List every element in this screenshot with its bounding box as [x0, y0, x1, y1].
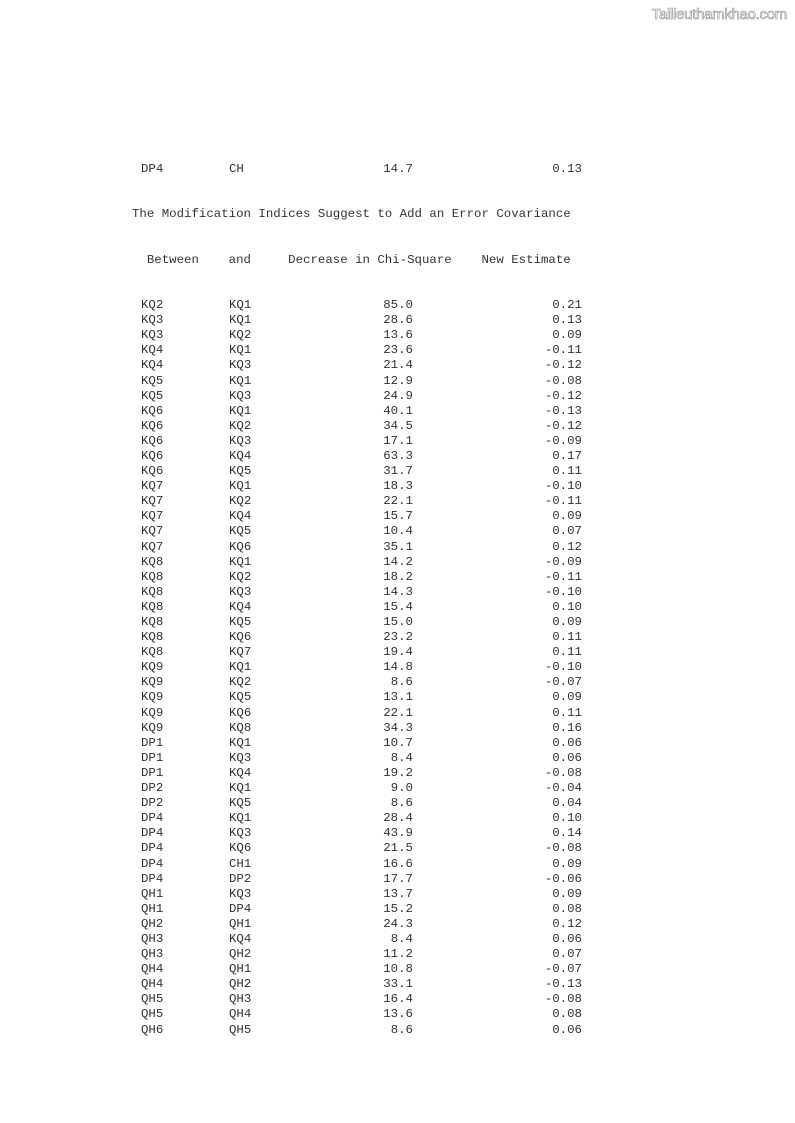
- and-cell: DP2: [229, 871, 252, 886]
- estimate-cell: -0.08: [544, 841, 582, 856]
- decrease-cell: 24.3: [383, 916, 413, 931]
- estimate-cell: -0.11: [544, 343, 582, 358]
- table-row: [132, 706, 582, 721]
- table-row: [132, 902, 582, 917]
- decrease-cell: 13.1: [383, 690, 413, 705]
- between-cell: KQ8: [141, 584, 164, 599]
- estimate-cell: 0.08: [552, 901, 582, 916]
- modification-indices-listing: [132, 132, 582, 1053]
- table-row: [132, 781, 582, 796]
- decrease-cell: 8.6: [390, 1022, 413, 1037]
- decrease-cell: 22.1: [383, 494, 413, 509]
- table-row: [132, 690, 582, 705]
- between-cell: QH3: [141, 931, 164, 946]
- and-cell: KQ1: [229, 343, 252, 358]
- decrease-cell: 15.4: [383, 599, 413, 614]
- between-cell: KQ7: [141, 494, 164, 509]
- decrease-cell: 18.3: [383, 479, 413, 494]
- table-row: [132, 1023, 582, 1038]
- decrease-cell: 35.1: [383, 539, 413, 554]
- and-cell: KQ2: [229, 328, 252, 343]
- and-cell: KQ3: [229, 826, 252, 841]
- decrease-cell: 13.6: [383, 328, 413, 343]
- estimate-cell: -0.10: [544, 660, 582, 675]
- estimate-cell: -0.10: [544, 584, 582, 599]
- decrease-cell: 19.4: [383, 645, 413, 660]
- estimate-cell: 0.09: [552, 328, 582, 343]
- decrease-cell: 21.4: [383, 358, 413, 373]
- and-cell: KQ1: [229, 479, 252, 494]
- estimate-cell: -0.07: [544, 962, 582, 977]
- and-cell: KQ2: [229, 494, 252, 509]
- between-cell: KQ5: [141, 373, 164, 388]
- between-cell: KQ3: [141, 328, 164, 343]
- decrease-cell: 8.4: [390, 931, 413, 946]
- estimate-cell: 0.12: [552, 916, 582, 931]
- table-row: [132, 464, 582, 479]
- decrease-cell: 23.2: [383, 630, 413, 645]
- between-cell: DP4: [141, 856, 164, 871]
- decrease-cell: 85.0: [383, 298, 413, 313]
- decrease-cell: 10.8: [383, 962, 413, 977]
- table-row: [132, 404, 582, 419]
- estimate-cell: -0.09: [544, 433, 582, 448]
- table-row: [132, 313, 582, 328]
- between-cell: DP1: [141, 750, 164, 765]
- estimate-cell: 0.11: [552, 630, 582, 645]
- decrease-cell: 14.3: [383, 584, 413, 599]
- between-cell: DP4: [141, 871, 164, 886]
- table-row: [132, 796, 582, 811]
- between-cell: KQ9: [141, 720, 164, 735]
- estimate-cell: 0.12: [552, 539, 582, 554]
- table-row: [132, 751, 582, 766]
- table-row: [132, 343, 582, 358]
- table-row: [132, 857, 582, 872]
- between-cell: QH4: [141, 962, 164, 977]
- table-row: [132, 660, 582, 675]
- decrease-cell: 40.1: [383, 403, 413, 418]
- decrease-cell: 18.2: [383, 569, 413, 584]
- column-header: Between and Decrease in Chi-Square New Estimate: [132, 252, 571, 267]
- between-cell: KQ3: [141, 313, 164, 328]
- estimate-cell: -0.12: [544, 358, 582, 373]
- decrease-cell: 22.1: [383, 705, 413, 720]
- table-row: [132, 992, 582, 1007]
- between-cell: KQ7: [141, 479, 164, 494]
- table-row: [132, 374, 582, 389]
- and-cell: KQ1: [229, 373, 252, 388]
- estimate-cell: 0.10: [552, 811, 582, 826]
- and-cell: QH2: [229, 977, 252, 992]
- table-row: [132, 524, 582, 539]
- and-cell: KQ6: [229, 539, 252, 554]
- table-row: [132, 977, 582, 992]
- estimate-cell: 0.21: [552, 298, 582, 313]
- and-cell: QH1: [229, 916, 252, 931]
- and-cell: KQ1: [229, 554, 252, 569]
- table-row: [132, 645, 582, 660]
- estimate-cell: -0.07: [544, 675, 582, 690]
- estimate-cell: -0.12: [544, 418, 582, 433]
- table-row: [132, 675, 582, 690]
- estimate-cell: 0.07: [552, 524, 582, 539]
- and-cell: KQ3: [229, 750, 252, 765]
- decrease-cell: 14.2: [383, 554, 413, 569]
- table-row: [132, 826, 582, 841]
- between-cell: QH1: [141, 886, 164, 901]
- decrease-cell: 8.4: [390, 750, 413, 765]
- between-cell: KQ8: [141, 569, 164, 584]
- estimate-cell: -0.13: [544, 403, 582, 418]
- decrease-cell: 13.6: [383, 1007, 413, 1022]
- estimate-cell: -0.12: [544, 388, 582, 403]
- decrease-cell: 8.6: [390, 796, 413, 811]
- and-cell: KQ3: [229, 886, 252, 901]
- estimate-cell: -0.04: [544, 781, 582, 796]
- between-cell: KQ6: [141, 464, 164, 479]
- estimate-cell: 0.14: [552, 826, 582, 841]
- table-row: [132, 736, 582, 751]
- between-cell: KQ4: [141, 358, 164, 373]
- and-cell: KQ2: [229, 569, 252, 584]
- between-cell: DP2: [141, 796, 164, 811]
- table-row: [132, 1007, 582, 1022]
- estimate-cell: 0.08: [552, 1007, 582, 1022]
- estimate-cell: -0.11: [544, 494, 582, 509]
- between-cell: QH1: [141, 901, 164, 916]
- and-cell: KQ4: [229, 599, 252, 614]
- estimate-cell: 0.11: [552, 645, 582, 660]
- and-cell: KQ1: [229, 298, 252, 313]
- table-row: [132, 615, 582, 630]
- estimate-cell: 0.07: [552, 947, 582, 962]
- table-row: [132, 570, 582, 585]
- and-cell: CH1: [229, 856, 252, 871]
- between-cell: KQ8: [141, 645, 164, 660]
- and-cell: QH5: [229, 1022, 252, 1037]
- table-row: [132, 298, 582, 313]
- between-cell: KQ6: [141, 403, 164, 418]
- table-row: [132, 917, 582, 932]
- table-row: [132, 630, 582, 645]
- and-cell: KQ5: [229, 796, 252, 811]
- section-title: The Modification Indices Suggest to Add an Error Covariance: [132, 207, 571, 222]
- between-cell: KQ5: [141, 388, 164, 403]
- between-cell: KQ8: [141, 554, 164, 569]
- and-cell: DP4: [229, 901, 252, 916]
- and-cell: KQ7: [229, 645, 252, 660]
- and-cell: KQ1: [229, 403, 252, 418]
- and-cell: KQ5: [229, 524, 252, 539]
- table-row: [132, 600, 582, 615]
- between-cell: KQ4: [141, 343, 164, 358]
- decrease-cell: 15.0: [383, 615, 413, 629]
- estimate-cell: 0.13: [552, 313, 582, 328]
- and-cell: KQ1: [229, 660, 252, 675]
- decrease-cell: 34.3: [383, 720, 413, 735]
- and-cell: KQ4: [229, 448, 252, 463]
- decrease-cell: 17.1: [383, 433, 413, 448]
- between-cell: QH4: [141, 977, 164, 992]
- decrease-cell: 43.9: [383, 826, 413, 841]
- and-cell: KQ3: [229, 433, 252, 448]
- estimate-cell: 0.06: [552, 1022, 582, 1037]
- table-row: [132, 494, 582, 509]
- decrease-cell: 19.2: [383, 765, 413, 780]
- table-row: [132, 932, 582, 947]
- between-cell: QH3: [141, 947, 164, 962]
- and-cell: KQ6: [229, 841, 252, 856]
- and-cell: KQ3: [229, 584, 252, 599]
- between-cell: DP4: [141, 826, 164, 841]
- estimate-cell: 0.06: [552, 931, 582, 946]
- table-row: [132, 887, 582, 902]
- table-row: [132, 811, 582, 826]
- estimate-cell: -0.06: [544, 871, 582, 886]
- between-cell: DP2: [141, 781, 164, 796]
- between-cell: KQ9: [141, 660, 164, 675]
- and-cell: KQ1: [229, 811, 252, 826]
- table-row: [132, 449, 582, 464]
- estimate-cell: -0.08: [544, 765, 582, 780]
- estimate-cell: 0.11: [552, 464, 582, 479]
- estimate-cell: 0.16: [552, 720, 582, 735]
- and-cell: KQ2: [229, 418, 252, 433]
- estimate-cell: -0.11: [544, 569, 582, 584]
- decrease-cell: 63.3: [383, 448, 413, 463]
- decrease-cell: 33.1: [383, 977, 413, 992]
- estimate-cell: 0.09: [552, 690, 582, 705]
- table-row: [132, 585, 582, 600]
- between-cell: KQ9: [141, 690, 164, 705]
- decrease-cell: 14.7: [383, 162, 413, 177]
- between-cell: DP4: [141, 811, 164, 826]
- between-cell: KQ8: [141, 630, 164, 645]
- table-body: [132, 298, 582, 1038]
- estimate-cell: -0.10: [544, 479, 582, 494]
- decrease-cell: 16.6: [383, 856, 413, 871]
- and-cell: KQ4: [229, 765, 252, 780]
- watermark-text: Tailieuthamkhao.com: [651, 6, 787, 23]
- estimate-cell: 0.13: [552, 162, 582, 177]
- table-row: [132, 555, 582, 570]
- between-cell: QH2: [141, 916, 164, 931]
- and-cell: KQ3: [229, 388, 252, 403]
- decrease-cell: 11.2: [383, 947, 413, 962]
- between-cell: KQ8: [141, 599, 164, 614]
- estimate-cell: 0.06: [552, 735, 582, 750]
- decrease-cell: 12.9: [383, 373, 413, 388]
- decrease-cell: 14.8: [383, 660, 413, 675]
- and-cell: KQ4: [229, 931, 252, 946]
- decrease-cell: 23.6: [383, 343, 413, 358]
- estimate-cell: 0.10: [552, 599, 582, 614]
- between-cell: KQ6: [141, 433, 164, 448]
- and-cell: CH: [229, 162, 244, 177]
- table-row: [132, 162, 582, 177]
- estimate-cell: -0.09: [544, 554, 582, 569]
- table-row: [132, 540, 582, 555]
- table-row: [132, 947, 582, 962]
- and-cell: KQ5: [229, 464, 252, 479]
- table-row: [132, 841, 582, 856]
- and-cell: KQ1: [229, 313, 252, 328]
- between-cell: KQ7: [141, 539, 164, 554]
- and-cell: KQ4: [229, 509, 252, 524]
- and-cell: KQ1: [229, 781, 252, 796]
- and-cell: KQ2: [229, 675, 252, 690]
- table-row: [132, 358, 582, 373]
- estimate-cell: -0.08: [544, 373, 582, 388]
- between-cell: KQ7: [141, 524, 164, 539]
- and-cell: KQ6: [229, 630, 252, 645]
- between-cell: KQ9: [141, 705, 164, 720]
- estimate-cell: 0.09: [552, 509, 582, 524]
- table-row: [132, 389, 582, 404]
- and-cell: QH4: [229, 1007, 252, 1022]
- table-row: [132, 872, 582, 887]
- decrease-cell: 17.7: [383, 871, 413, 886]
- decrease-cell: 10.4: [383, 524, 413, 539]
- and-cell: KQ8: [229, 720, 252, 735]
- estimate-cell: -0.08: [544, 992, 582, 1007]
- between-cell: KQ6: [141, 418, 164, 433]
- decrease-cell: 10.7: [383, 735, 413, 750]
- decrease-cell: 34.5: [383, 418, 413, 433]
- decrease-cell: 16.4: [383, 992, 413, 1007]
- table-row: [132, 962, 582, 977]
- table-row: [132, 479, 582, 494]
- decrease-cell: 9.0: [390, 781, 413, 796]
- between-cell: KQ2: [141, 298, 164, 313]
- and-cell: QH2: [229, 947, 252, 962]
- between-cell: KQ8: [141, 615, 164, 629]
- between-cell: DP4: [141, 841, 164, 856]
- between-cell: DP1: [141, 735, 164, 750]
- decrease-cell: 28.6: [383, 313, 413, 328]
- estimate-cell: 0.06: [552, 750, 582, 765]
- estimate-cell: 0.04: [552, 796, 582, 811]
- between-cell: KQ9: [141, 675, 164, 690]
- between-cell: QH5: [141, 992, 164, 1007]
- and-cell: KQ5: [229, 615, 252, 629]
- decrease-cell: 31.7: [383, 464, 413, 479]
- decrease-cell: 15.7: [383, 509, 413, 524]
- estimate-cell: 0.11: [552, 705, 582, 720]
- estimate-cell: 0.09: [552, 615, 582, 629]
- and-cell: QH3: [229, 992, 252, 1007]
- decrease-cell: 8.6: [390, 675, 413, 690]
- table-row: [132, 509, 582, 524]
- and-cell: KQ5: [229, 690, 252, 705]
- and-cell: QH1: [229, 962, 252, 977]
- decrease-cell: 24.9: [383, 388, 413, 403]
- and-cell: KQ3: [229, 358, 252, 373]
- decrease-cell: 13.7: [383, 886, 413, 901]
- between-cell: DP4: [141, 162, 164, 177]
- estimate-cell: 0.09: [552, 886, 582, 901]
- table-row: [132, 328, 582, 343]
- estimate-cell: 0.09: [552, 856, 582, 871]
- and-cell: KQ6: [229, 705, 252, 720]
- decrease-cell: 28.4: [383, 811, 413, 826]
- estimate-cell: 0.17: [552, 448, 582, 463]
- table-row: [132, 766, 582, 781]
- and-cell: KQ1: [229, 735, 252, 750]
- estimate-cell: -0.13: [544, 977, 582, 992]
- between-cell: KQ7: [141, 509, 164, 524]
- decrease-cell: 15.2: [383, 901, 413, 916]
- table-row: [132, 434, 582, 449]
- table-row: [132, 419, 582, 434]
- between-cell: DP1: [141, 765, 164, 780]
- table-row: [132, 721, 582, 736]
- decrease-cell: 21.5: [383, 841, 413, 856]
- between-cell: QH5: [141, 1007, 164, 1022]
- between-cell: QH6: [141, 1022, 164, 1037]
- between-cell: KQ6: [141, 448, 164, 463]
